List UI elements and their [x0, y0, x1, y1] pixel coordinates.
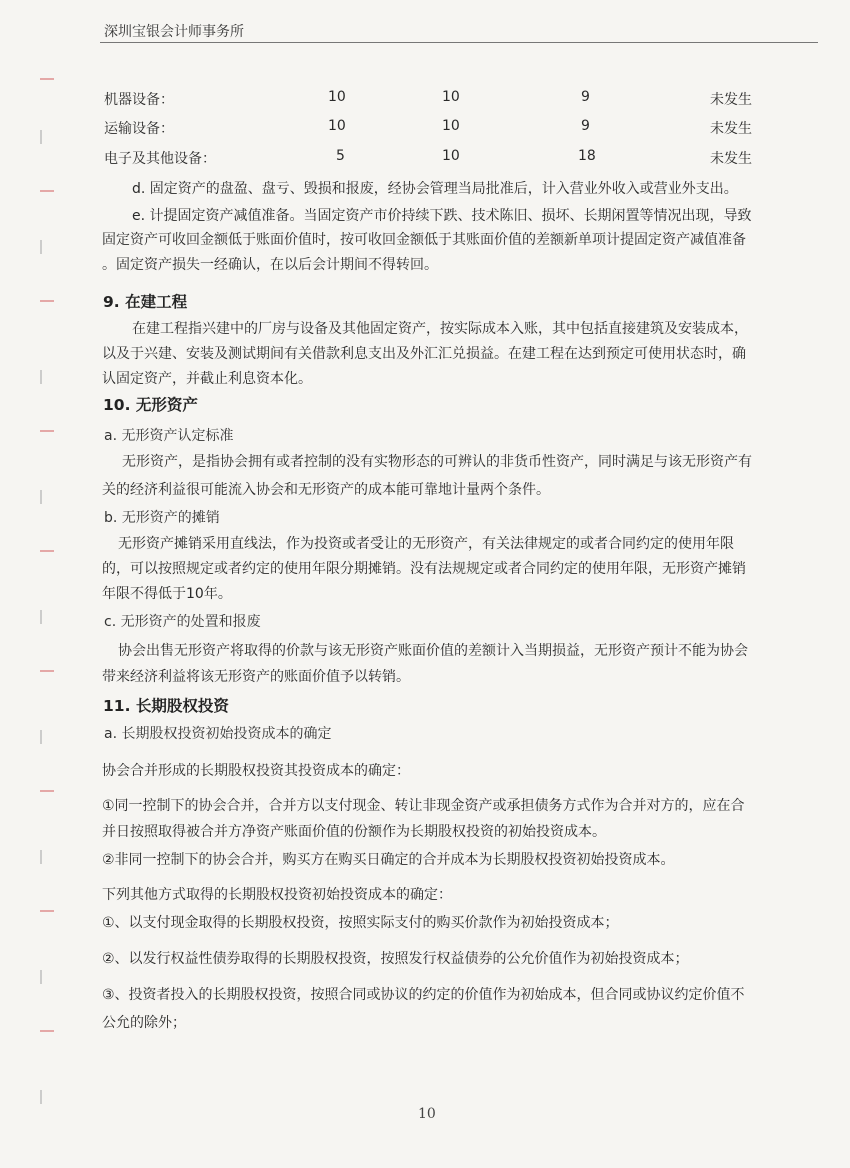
asset-value-1: 10 — [328, 89, 346, 105]
section-10a-line: 关的经济利益很可能流入协会和无形资产的成本能可靠地计量两个条件。 — [102, 482, 550, 498]
section-11-item2: ②非同一控制下的协会合并，购买方在购买日确定的合并成本为长期股权投资初始投资成本。 — [102, 852, 675, 868]
section-10a-line: 无形资产，是指协会拥有或者控制的没有实物形态的可辨认的非货币性资产，同时满足与该无形资产有 — [122, 454, 752, 470]
section-11a-title: a. 长期股权投资初始投资成本的确定 — [104, 726, 332, 742]
asset-value-1: 5 — [336, 148, 345, 164]
section-11-intro: 协会合并形成的长期股权投资其投资成本的确定： — [102, 763, 410, 779]
section-9-title: 9. 在建工程 — [103, 293, 188, 311]
asset-value-3: 9 — [581, 118, 590, 134]
table-row — [0, 89, 850, 109]
header-divider — [100, 42, 818, 43]
section-10b-line: 的，可以按照规定或者约定的使用年限分期摊销。没有法规规定或者合同约定的使用年限，无形资产摊销 — [102, 561, 746, 577]
asset-status: 未发生 — [710, 121, 752, 137]
section-11-list-item: ②、以发行权益性债券取得的长期股权投资，按照发行权益债券的公允价值作为初始投资成本； — [102, 951, 689, 967]
section-9-line: 以及于兴建、安装及测试期间有关借款利息支出及外汇汇兑损益。在建工程在达到预定可使用状态时，确 — [102, 346, 746, 362]
section-10b-line: 年限不得低于10年。 — [102, 586, 232, 602]
section-10c-title: c. 无形资产的处置和报废 — [104, 614, 261, 630]
asset-status: 未发生 — [710, 151, 752, 167]
paragraph-e-line: 。固定资产损失一经确认，在以后会计期间不得转回。 — [102, 257, 438, 273]
asset-category: 运输设备： — [104, 121, 174, 137]
section-11-item3-line: 公允的除外； — [102, 1015, 186, 1031]
section-11-item1-line: 并日按照取得被合并方净资产账面价值的份额作为长期股权投资的初始投资成本。 — [102, 824, 606, 840]
section-10b-title: b. 无形资产的摊销 — [104, 510, 220, 526]
page-number: 10 — [418, 1106, 436, 1122]
table-row — [0, 148, 850, 168]
table-row — [0, 118, 850, 138]
asset-value-2: 10 — [442, 89, 460, 105]
section-9-line: 在建工程指兴建中的厂房与设备及其他固定资产，按实际成本入账，其中包括直接建筑及安装成本， — [132, 321, 748, 337]
asset-status: 未发生 — [710, 92, 752, 108]
asset-value-2: 10 — [442, 118, 460, 134]
asset-value-3: 18 — [578, 148, 596, 164]
section-11-intro2: 下列其他方式取得的长期股权投资初始投资成本的确定： — [102, 887, 452, 903]
section-10-title: 10. 无形资产 — [103, 396, 198, 414]
binding-marks — [40, 70, 60, 1150]
paragraph-e-line: e. 计提固定资产减值准备。当固定资产市价持续下跌、技术陈旧、损坏、长期闲置等情况出现，导致 — [132, 208, 752, 224]
asset-category: 电子及其他设备： — [104, 151, 216, 167]
section-11-list-item: ①、以支付现金取得的长期股权投资，按照实际支付的购买价款作为初始投资成本； — [102, 915, 619, 931]
section-11-title: 11. 长期股权投资 — [103, 697, 229, 715]
paragraph-e-line: 固定资产可收回金额低于账面价值时，按可收回金额低于其账面价值的差额新单项计提固定资产减值准备 — [102, 232, 746, 248]
firm-header: 深圳宝银会计师事务所 — [104, 24, 244, 40]
section-10b-line: 无形资产摊销采用直线法，作为投资或者受让的无形资产，有关法律规定的或者合同约定的使用年限 — [118, 536, 734, 552]
section-10a-title: a. 无形资产认定标准 — [104, 428, 234, 444]
section-9-line: 认固定资产，并截止利息资本化。 — [102, 371, 312, 387]
paragraph-d: d. 固定资产的盘盈、盘亏、毁损和报废，经协会管理当局批准后，计入营业外收入或营业外支出。 — [132, 181, 738, 197]
section-10c-line: 带来经济利益将该无形资产的账面价值予以转销。 — [102, 669, 410, 685]
section-11-item3-line: ③、投资者投入的长期股权投资，按照合同或协议的约定的价值作为初始成本，但合同或协议约定价值不 — [102, 987, 745, 1003]
asset-value-2: 10 — [442, 148, 460, 164]
asset-value-3: 9 — [581, 89, 590, 105]
asset-category: 机器设备： — [104, 92, 174, 108]
asset-value-1: 10 — [328, 118, 346, 134]
section-11-item1-line: ①同一控制下的协会合并，合并方以支付现金、转让非现金资产或承担债务方式作为合并对方的，应在合 — [102, 798, 745, 814]
section-10c-line: 协会出售无形资产将取得的价款与该无形资产账面价值的差额计入当期损益，无形资产预计不能为协会 — [118, 643, 748, 659]
